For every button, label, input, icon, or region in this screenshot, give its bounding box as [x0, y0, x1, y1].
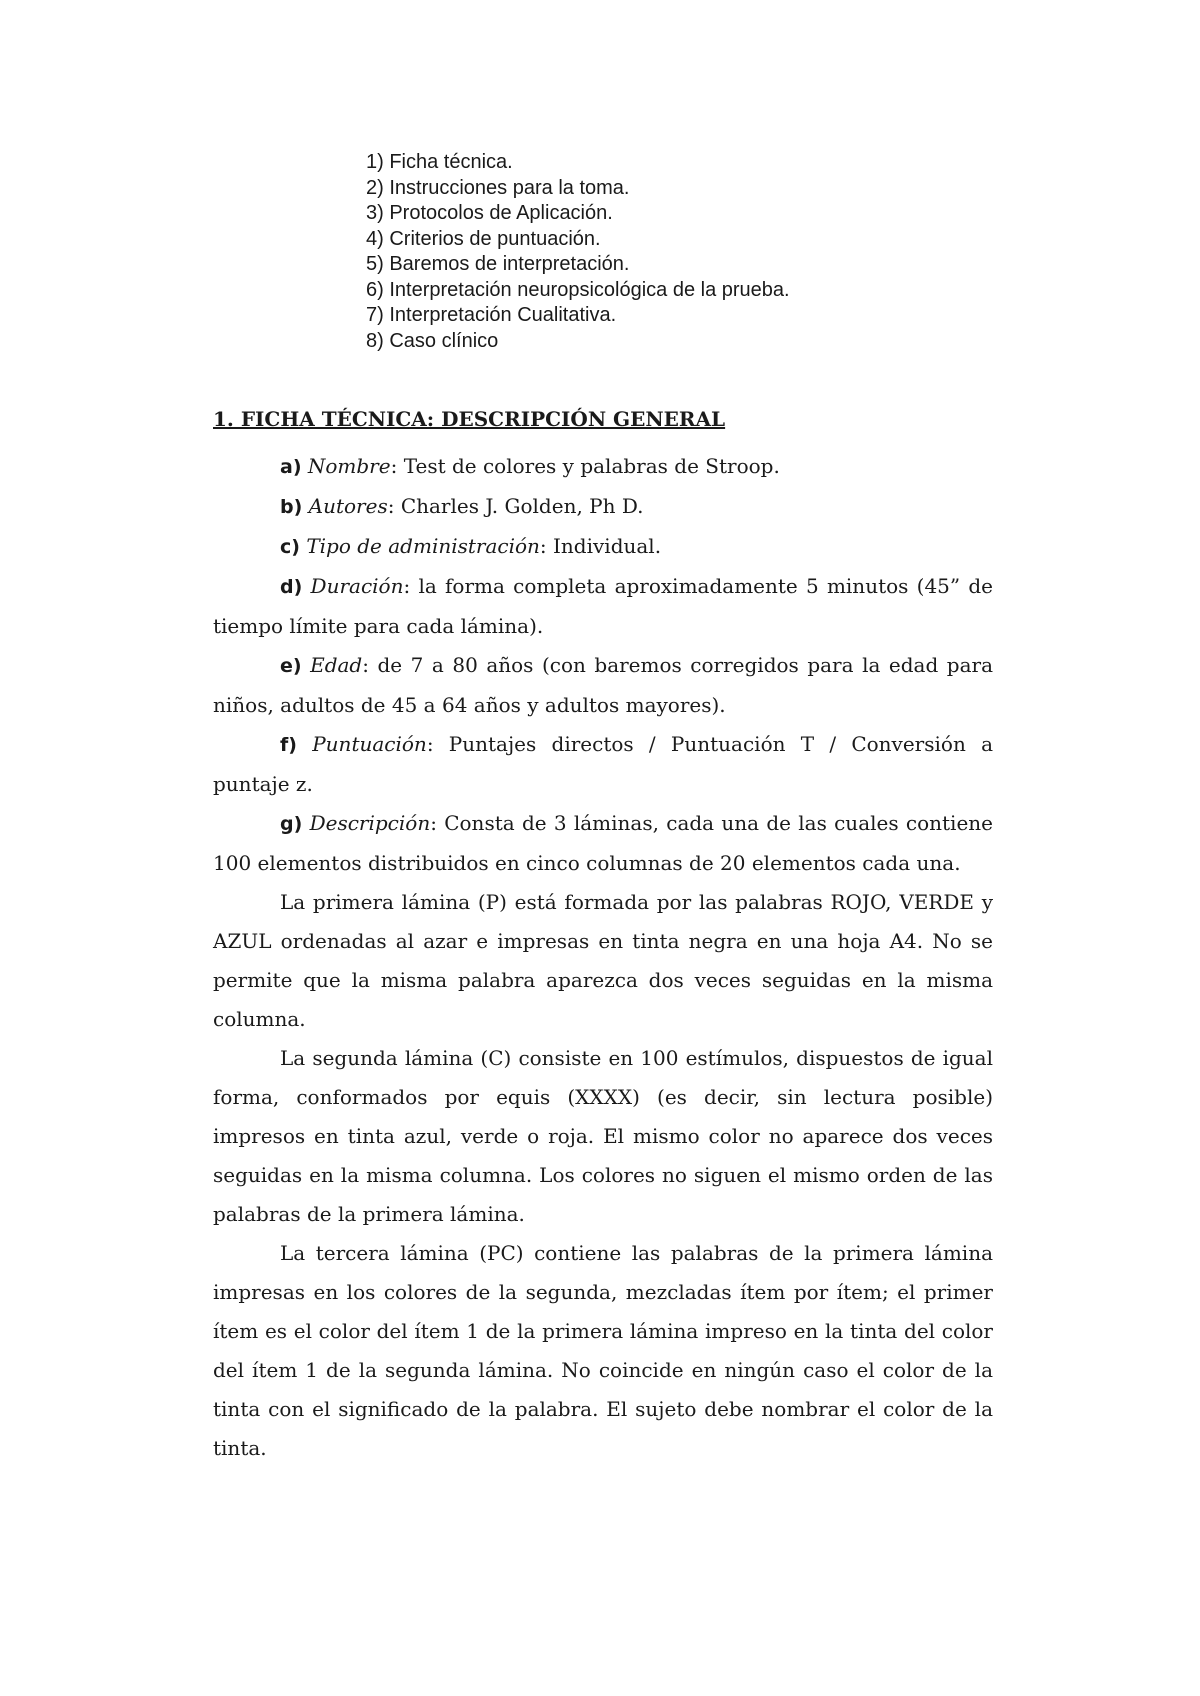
paragraph-segunda-lamina: La segunda lámina (C) consiste en 100 estímulos, dispuestos de igual forma, conformados por equis (XXXX) (es decir, sin lectura posible) impresos en tinta azul, verde o roja. El mismo color no aparece dos veces seguidas en la misma columna. Los colores no siguen el mismo orden de las palabras de la primera lámina. — [213, 1046, 993, 1226]
toc-item: 6) Interpretación neuropsicológica de la prueba. — [366, 278, 790, 301]
item-label: Descripción — [309, 811, 431, 835]
item-letter: e) — [280, 655, 302, 677]
section-body — [213, 400, 993, 1468]
toc-item: 2) Instrucciones para la toma. — [366, 176, 630, 199]
paragraph-tercera-lamina: La tercera lámina (PC) contiene las palabras de la primera lámina impresas en los colores de la segunda, mezcladas ítem por ítem; el primer ítem es el color del ítem 1 de la primera lámina impreso en la tinta del color del ítem 1 de la segunda lámina. No coincide en ningún caso el color de la tinta con el significado de la palabra. El sujeto debe nombrar el color de la tinta. — [213, 1241, 993, 1460]
item-text: : de 7 a 80 años (con baremos corregidos para la edad para niños, adultos de 45 a 64 años y adultos mayores). — [213, 653, 994, 717]
toc-item: 7) Interpretación Cualitativa. — [366, 304, 617, 326]
item-label: Tipo de administración — [306, 534, 540, 558]
item-autores — [213, 487, 993, 527]
toc-item: 5) Baremos de interpretación. — [366, 253, 630, 275]
section-heading: 1. FICHA TÉCNICA: DESCRIPCIÓN GENERAL — [213, 407, 726, 431]
item-nombre — [213, 447, 993, 487]
item-text: : Charles J. Golden, Ph D. — [387, 494, 644, 518]
item-letter: f) — [280, 734, 297, 756]
item-label: Autores — [308, 494, 388, 518]
item-text: : la forma completa aproximadamente 5 minutos (45” de tiempo límite para cada lámina). — [213, 574, 994, 638]
item-label: Nombre — [307, 454, 391, 478]
item-puntuacion — [213, 725, 993, 804]
item-letter: a) — [280, 456, 302, 478]
item-text: : Individual. — [539, 534, 662, 558]
item-tipo-administracion — [213, 527, 993, 567]
item-letter: g) — [280, 813, 303, 835]
paragraph-primera-lamina: La primera lámina (P) está formada por las palabras ROJO, VERDE y AZUL ordenadas al azar e impresas en tinta negra en una hoja A4. No se permite que la misma palabra aparezca dos veces seguidas en la misma columna. — [213, 890, 993, 1031]
toc-item: 3) Protocolos de Aplicación. — [366, 202, 613, 224]
item-label: Duración — [310, 574, 404, 598]
item-label: Edad — [310, 653, 363, 677]
toc-item: 4) Criterios de puntuación. — [366, 227, 601, 250]
item-descripcion — [213, 804, 993, 883]
item-letter: b) — [280, 496, 303, 518]
toc-item: 8) Caso clínico — [366, 329, 499, 352]
item-duracion — [213, 567, 993, 646]
item-label: Puntuación — [312, 732, 427, 756]
toc-item: 1) Ficha técnica. — [366, 151, 513, 173]
item-letter: d) — [280, 576, 303, 598]
item-letter: c) — [280, 536, 300, 558]
item-text: : Test de colores y palabras de Stroop. — [390, 454, 780, 478]
item-text: : Consta de 3 láminas, cada una de las cuales contiene 100 elementos distribuidos en cinco columnas de 20 elementos cada una. — [213, 811, 993, 875]
table-of-contents — [366, 150, 790, 354]
item-text: : Puntajes directos / Puntuación T / Conversión a puntaje z. — [213, 732, 994, 796]
item-edad — [213, 646, 993, 725]
